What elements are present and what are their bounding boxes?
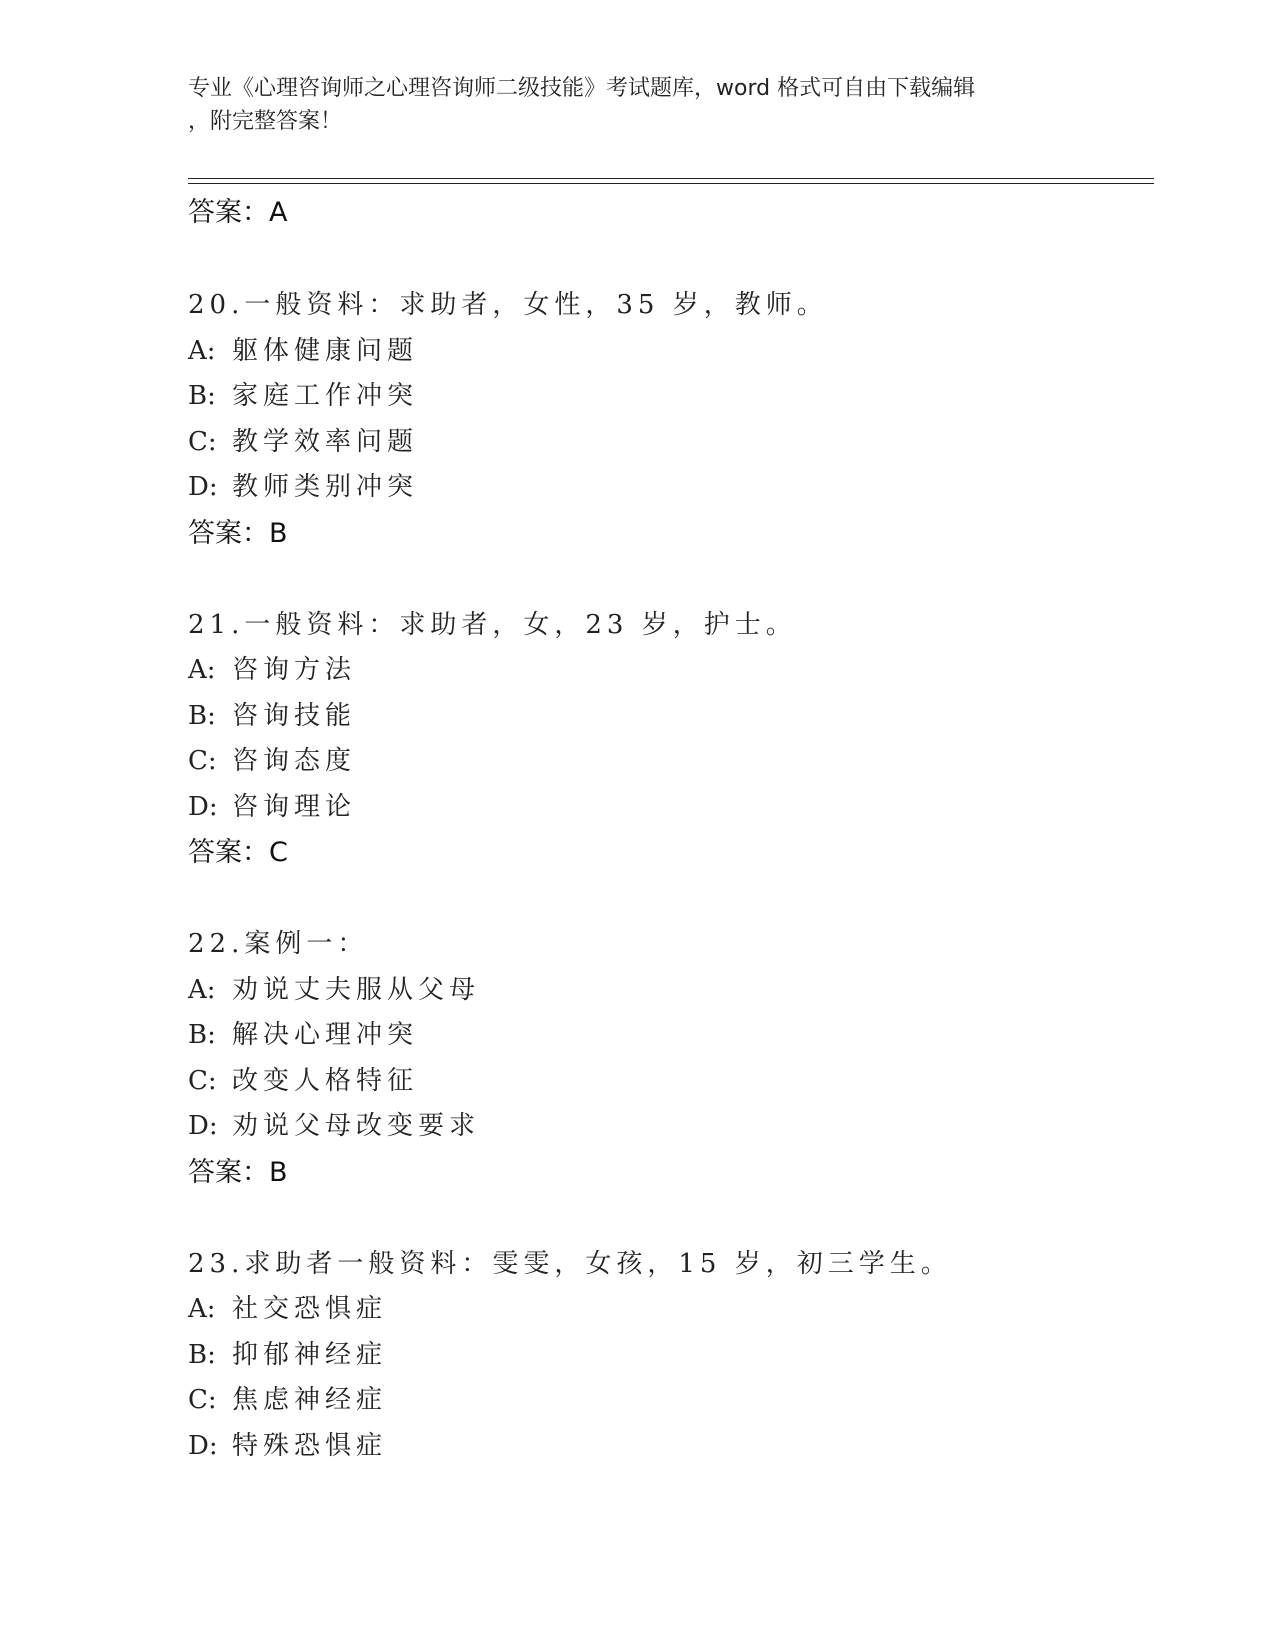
option-b [188,374,1148,420]
option-text: 躯体健康问题 [232,335,419,366]
option-key: C: [188,1065,217,1096]
option-key: B: [188,1339,216,1370]
option-key: D: [188,791,218,822]
option-key: A: [188,655,216,685]
option-key: B: [188,1020,216,1050]
header-rule-bottom [188,183,1154,184]
option-text: 咨询理论 [232,791,357,822]
option-key: C: [188,1385,217,1415]
option-key: D: [188,472,218,502]
option-c [188,739,1148,785]
option-key: B: [188,700,216,731]
previous-answer: 答案：A [188,197,288,228]
option-key: A: [188,974,216,1005]
header-rule-top [188,178,1154,179]
option-key: C: [188,746,217,776]
option-text: 劝说丈夫服从父母 [232,974,481,1005]
option-key: A: [188,335,216,366]
option-text: 特殊恐惧症 [232,1430,388,1461]
question-23 [188,1242,1148,1470]
option-d [188,785,1148,831]
option-c [188,420,1148,466]
header-line-2: ，附完整答案！ [188,109,343,134]
question-21 [188,603,1148,876]
option-a [188,329,1148,375]
option-b [188,1013,1148,1059]
question-20 [188,283,1148,556]
question-answer: 答案：B [188,1156,288,1188]
option-b [188,1333,1148,1379]
option-key: A: [188,1294,216,1324]
option-text: 焦虑神经症 [232,1385,388,1415]
document-header [188,72,1088,138]
option-a [188,968,1148,1014]
option-text: 教师类别冲突 [232,472,419,502]
option-c [188,1378,1148,1424]
question-stem: 23.求助者一般资料：雯雯，女孩，15 岁，初三学生。 [188,1248,952,1279]
option-d [188,465,1148,511]
option-text: 改变人格特征 [232,1065,419,1096]
question-22 [188,922,1148,1195]
option-d [188,1104,1148,1150]
option-key: D: [188,1111,218,1141]
header-line-1: 专业《心理咨询师之心理咨询师二级技能》考试题库，word 格式可自由下载编辑 [188,76,976,101]
option-a [188,1287,1148,1333]
question-stem: 21.一般资料：求助者，女，23 岁，护士。 [188,609,797,640]
option-d [188,1424,1148,1470]
option-text: 解决心理冲突 [232,1020,419,1050]
question-stem: 20.一般资料：求助者，女性，35 岁，教师。 [188,290,828,320]
option-key: B: [188,381,216,411]
option-text: 教学效率问题 [232,426,419,457]
option-text: 家庭工作冲突 [232,381,419,411]
question-stem: 22.案例一： [188,929,369,959]
question-list [188,283,1148,1516]
option-b [188,694,1148,740]
question-answer: 答案：B [188,517,288,549]
option-text: 社交恐惧症 [232,1294,388,1324]
option-text: 咨询态度 [232,746,357,776]
option-text: 咨询技能 [232,700,357,731]
option-key: C: [188,426,217,457]
option-text: 咨询方法 [232,655,357,685]
option-text: 劝说父母改变要求 [232,1111,481,1141]
question-answer: 答案：C [188,837,288,868]
option-a [188,648,1148,694]
option-c [188,1059,1148,1105]
option-key: D: [188,1430,218,1461]
option-text: 抑郁神经症 [232,1339,388,1370]
